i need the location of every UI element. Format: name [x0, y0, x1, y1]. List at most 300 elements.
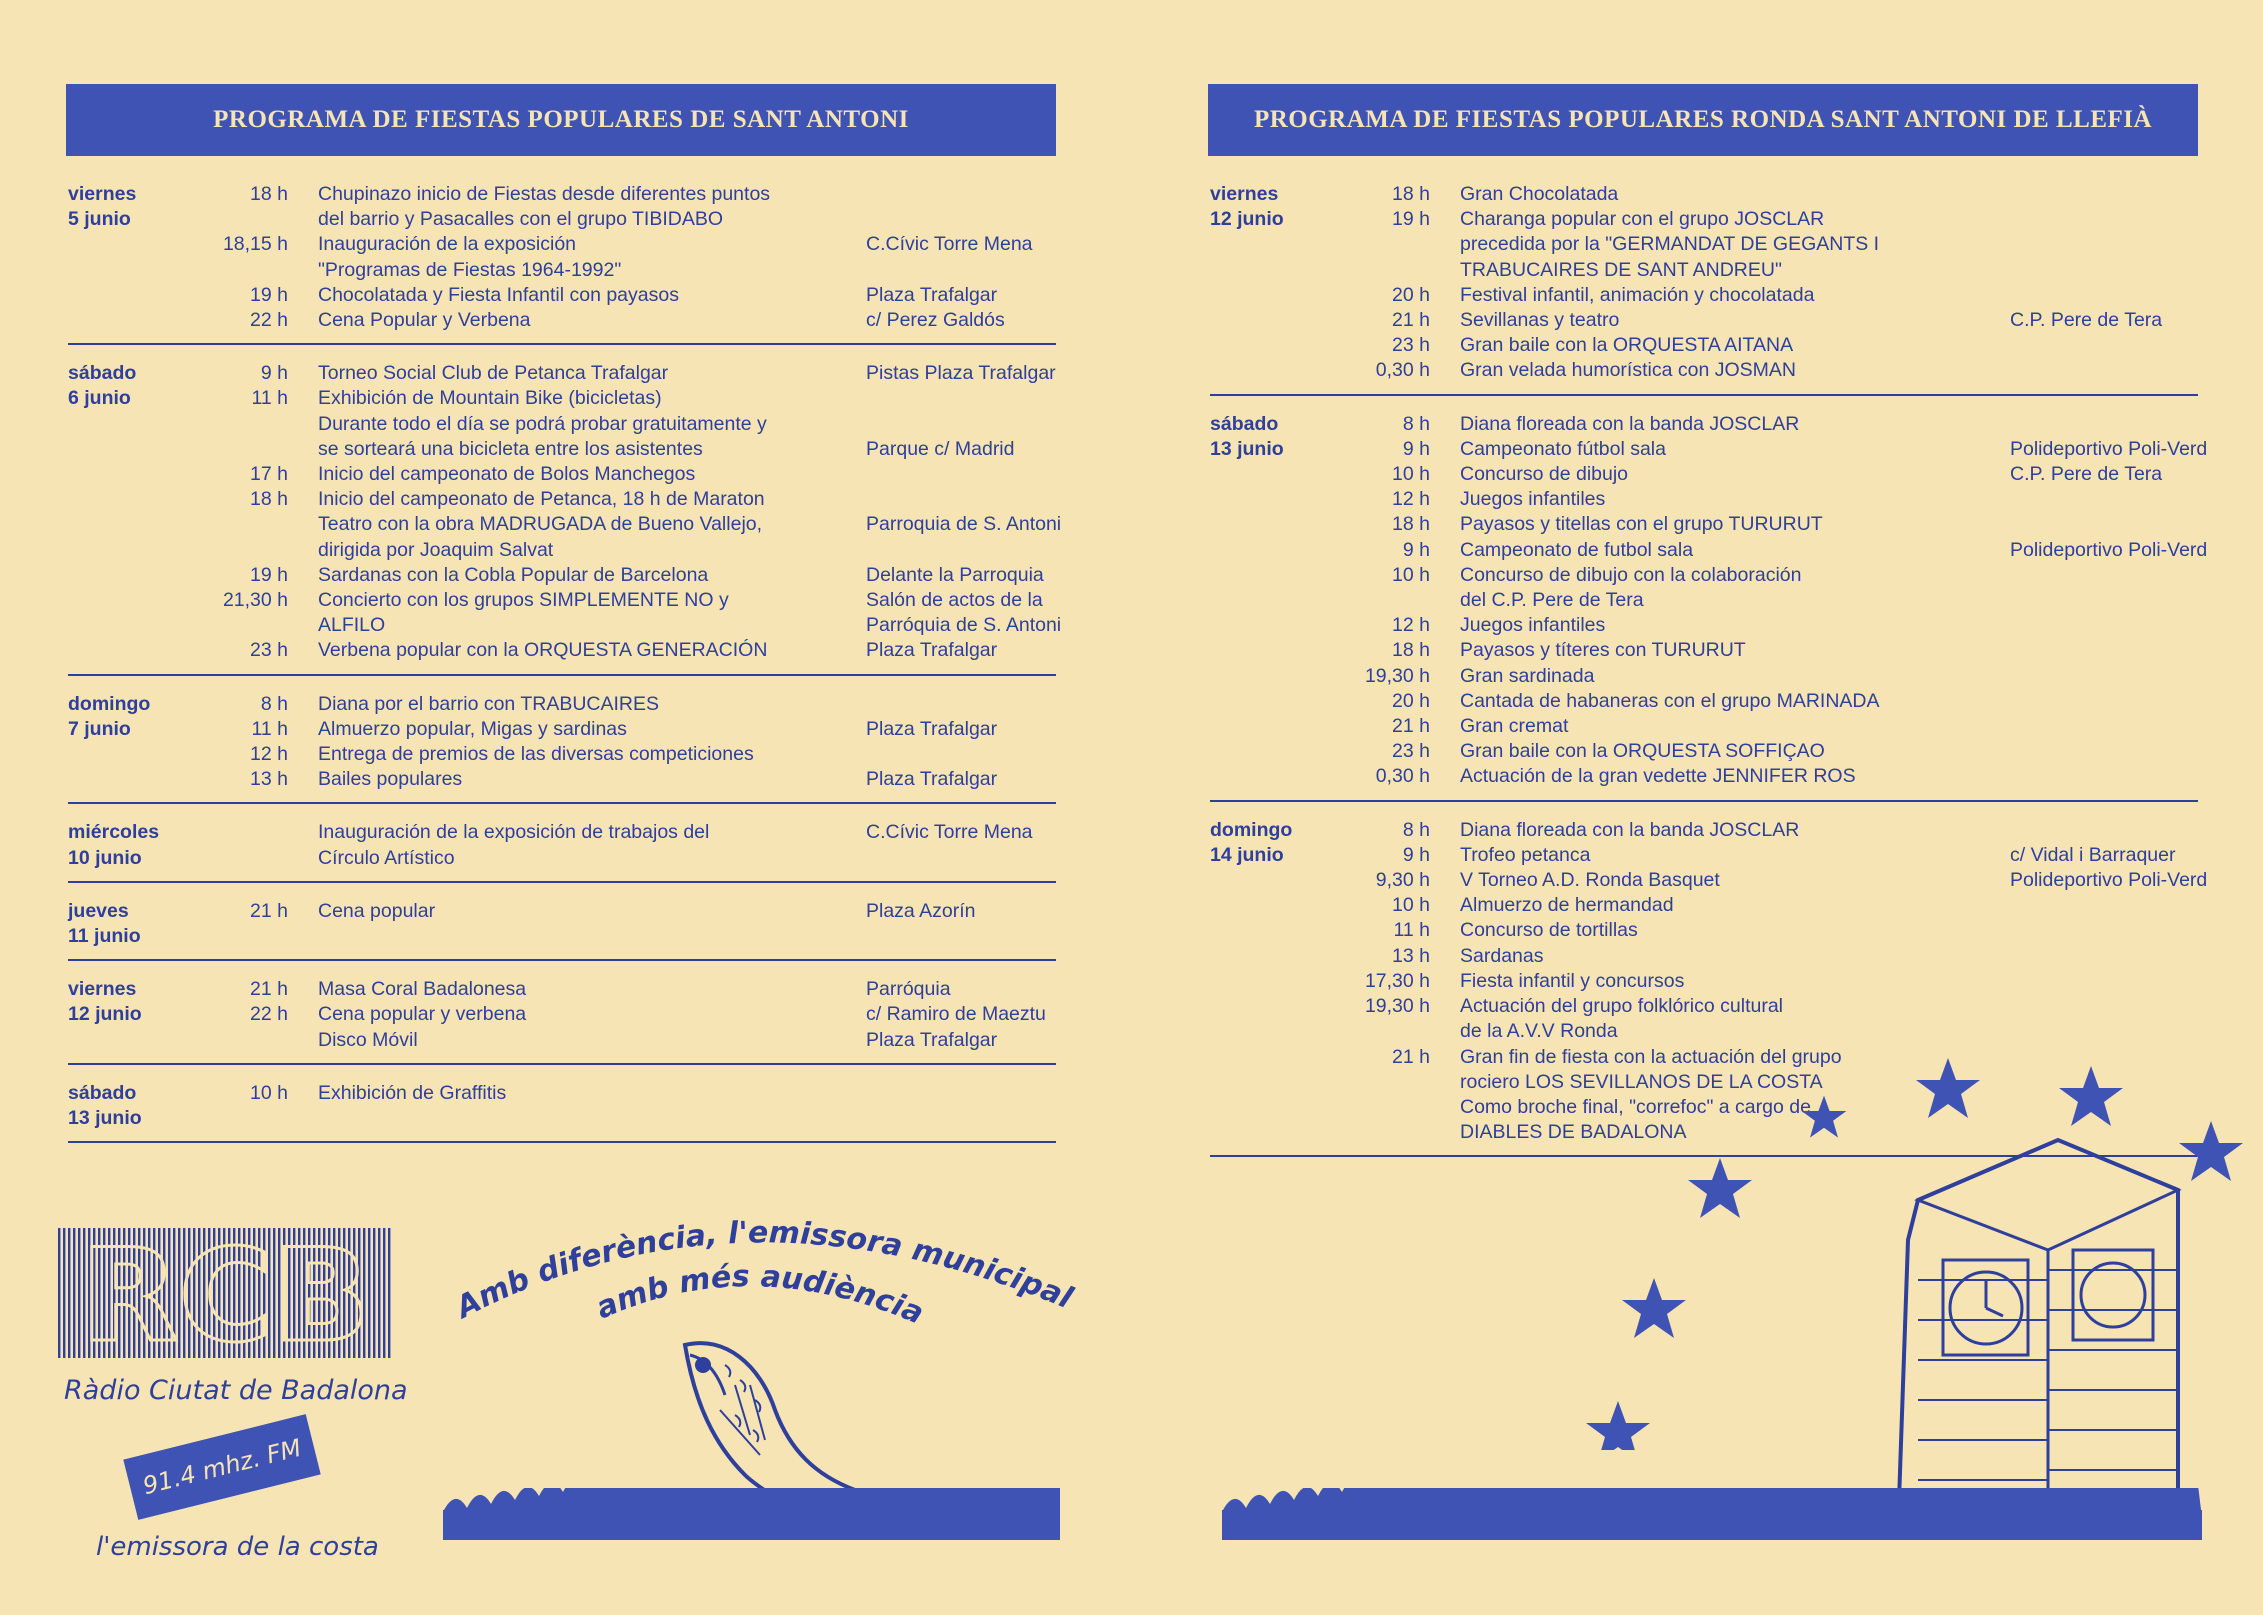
- day-block: [68, 180, 1056, 345]
- event-time: 8 h: [1402, 412, 1430, 435]
- event-location: [2010, 412, 2240, 437]
- day-label: domingo: [1210, 818, 1293, 841]
- schedule-row: [68, 977, 1056, 1002]
- day-label: [1210, 689, 1320, 714]
- event-description: Campeonato fútbol sala: [1460, 437, 1666, 460]
- event-time: 19,30 h: [1364, 995, 1430, 1018]
- event-time: [1320, 258, 1460, 283]
- schedule-row: [68, 588, 1056, 613]
- event-description: Inicio del campeonato de Petanca, 18 h de Maraton: [318, 488, 765, 511]
- day-label: 12 junio: [68, 1003, 142, 1026]
- event-time: 11 h: [251, 717, 288, 740]
- schedule-row: [1210, 232, 2198, 257]
- event-time: 23 h: [1392, 740, 1430, 763]
- day-block: [68, 359, 1062, 675]
- rcb-logo: [58, 1228, 393, 1358]
- event-description: Juegos infantiles: [1460, 488, 1606, 511]
- star-icon: [1802, 1096, 1847, 1138]
- event-description: Chocolatada y Fiesta Infantil con payasos: [318, 283, 679, 306]
- event-description: DIABLES DE BADALONA: [1460, 1121, 1687, 1144]
- event-description: Diana por el barrio con TRABUCAIRES: [318, 692, 660, 715]
- event-time: [1320, 1019, 1460, 1044]
- day-label: [68, 232, 178, 257]
- schedule-row: [1210, 512, 2198, 537]
- schedule-row: [1210, 918, 2198, 943]
- event-time: 18 h: [250, 488, 288, 511]
- schedule-row: [1210, 944, 2198, 969]
- event-description: Almuerzo popular, Migas y sardinas: [318, 717, 627, 740]
- day-block: [68, 690, 1056, 805]
- event-description: Fiesta infantil y concursos: [1460, 969, 1685, 992]
- event-description: se sorteará una bicicleta entre los asistentes: [318, 437, 703, 460]
- event-description: Inauguración de la exposición: [318, 233, 577, 256]
- star-icon: [1688, 1158, 1752, 1218]
- day-label: 13 junio: [68, 1107, 142, 1130]
- event-description: Diana floreada con la banda JOSCLAR: [1460, 818, 1800, 841]
- schedule-row: [1210, 638, 2198, 663]
- event-time: 18 h: [250, 183, 288, 205]
- event-time: 21 h: [1392, 715, 1430, 738]
- event-location: c/ Vidal i Barraquer: [2010, 843, 2176, 866]
- event-location: c/ Ramiro de Maeztu: [866, 1003, 1046, 1026]
- event-description: precedida por la "GERMANDAT DE GEGANTS I: [1460, 233, 1880, 256]
- event-time: [178, 512, 318, 537]
- event-description: Juegos infantiles: [1460, 614, 1606, 637]
- event-description: Cena popular y verbena: [318, 1003, 527, 1026]
- day-label: [68, 563, 178, 588]
- event-time: [178, 258, 318, 283]
- event-description: V Torneo A.D. Ronda Basquet: [1460, 869, 1720, 892]
- event-time: 19 h: [1392, 208, 1430, 231]
- schedule-row: [68, 283, 1056, 308]
- event-location: [866, 487, 1076, 512]
- event-description: Sevillanas y teatro: [1460, 309, 1620, 332]
- schedule-row: [68, 692, 1056, 717]
- event-time: 18 h: [1392, 183, 1430, 205]
- schedule-row: [1210, 258, 2198, 283]
- event-description: Gran cremat: [1460, 715, 1569, 738]
- star-icon: [1916, 1058, 1980, 1118]
- schedule-row: [1210, 412, 2198, 437]
- schedule-row: [1210, 994, 2198, 1019]
- event-time: 22 h: [250, 1003, 288, 1026]
- event-time: [178, 820, 318, 845]
- event-location: [866, 1081, 1076, 1106]
- schedule-row: [68, 899, 1056, 924]
- day-label: [1210, 333, 1320, 358]
- svg-text:RCB: RCB: [79, 1228, 371, 1358]
- slogan-line-1: Amb diferència, l'emissora municipal: [450, 1215, 1078, 1326]
- event-description: Torneo Social Club de Petanca Trafalgar: [318, 362, 669, 385]
- event-location: [2010, 918, 2240, 943]
- schedule-row: [68, 437, 1056, 462]
- event-time: [1320, 232, 1460, 257]
- event-description: dirigida por Joaquim Salvat: [318, 538, 554, 561]
- day-label: [1210, 308, 1320, 333]
- event-description: Verbena popular con la ORQUESTA GENERACIÓN: [318, 639, 768, 662]
- schedule-row: [1210, 333, 2198, 358]
- day-label: [1210, 1019, 1320, 1044]
- event-location: [2010, 232, 2240, 257]
- schedule-row: [68, 361, 1056, 386]
- schedule-row: [1210, 714, 2198, 739]
- event-description: Concurso de dibujo: [1460, 463, 1629, 486]
- event-time: 10 h: [1392, 894, 1430, 917]
- day-label: [1210, 893, 1320, 918]
- day-label: [68, 613, 178, 638]
- schedule-row: [68, 258, 1056, 283]
- schedule-row: [1210, 538, 2208, 563]
- schedule-row: [68, 1106, 1056, 1131]
- event-description: Entrega de premios de las diversas competiciones: [318, 743, 754, 766]
- event-time: 9 h: [1402, 538, 1430, 561]
- schedule-row: [1210, 588, 2198, 613]
- clock-tower-icon: [1888, 1120, 2218, 1540]
- event-description: Concierto con los grupos SIMPLEMENTE NO y: [318, 589, 729, 612]
- svg-text:amb més audiència: [591, 1259, 929, 1331]
- event-location: [866, 924, 1076, 949]
- frequency-label: 91.4 mhz. FM: [140, 1433, 304, 1501]
- schedule-row: [68, 846, 1056, 871]
- event-location: [866, 412, 1076, 437]
- event-location: [866, 182, 1076, 207]
- day-label: [68, 538, 178, 563]
- event-description: Charanga popular con el grupo JOSCLAR: [1460, 208, 1825, 231]
- event-time: 8 h: [260, 692, 288, 715]
- day-label: [1210, 358, 1320, 383]
- event-time: 22 h: [250, 309, 288, 332]
- event-time: 19 h: [250, 563, 288, 586]
- day-label: [1210, 512, 1320, 537]
- day-label: [1210, 664, 1320, 689]
- event-description: Gran fin de fiesta con la actuación del grupo: [1460, 1045, 1842, 1068]
- event-description: [318, 924, 866, 949]
- event-time: 20 h: [1392, 689, 1430, 712]
- event-time: 9,30 h: [1375, 869, 1430, 892]
- event-location: [866, 386, 1076, 411]
- waves-strip-right: [1222, 1488, 2202, 1540]
- event-location: Salón de actos de la: [866, 589, 1043, 612]
- event-time: 19,30 h: [1364, 664, 1430, 687]
- right-banner-title: PROGRAMA DE FIESTAS POPULARES RONDA SANT ANTONI DE LLEFIÀ: [1208, 84, 2198, 156]
- event-location: [2010, 613, 2240, 638]
- day-label: [68, 437, 178, 462]
- day-label: [1210, 613, 1320, 638]
- event-location: [866, 1106, 1076, 1131]
- day-label: [68, 588, 178, 613]
- event-location: C.Cívic Torre Mena: [866, 233, 1033, 256]
- event-time: 13 h: [1392, 944, 1430, 967]
- schedule-row: [1210, 689, 2198, 714]
- schedule-row: [68, 563, 1056, 588]
- event-location: [2010, 283, 2240, 308]
- day-label: [1210, 918, 1320, 943]
- star-icon: [1586, 1401, 1650, 1450]
- schedule-row: [68, 1002, 1056, 1027]
- event-location: Parróquia: [866, 978, 951, 1001]
- schedule-row: [1210, 893, 2198, 918]
- schedule-row: [1210, 437, 2208, 462]
- event-time: 11 h: [251, 387, 288, 410]
- day-label: miércoles: [68, 821, 160, 844]
- event-time: [178, 924, 318, 949]
- waves-strip-left: [443, 1488, 1060, 1540]
- day-label: 11 junio: [68, 925, 141, 948]
- schedule-row: [68, 820, 1056, 845]
- day-label: [68, 638, 178, 663]
- event-description: ALFILO: [318, 614, 386, 637]
- event-time: 8 h: [1402, 818, 1430, 841]
- event-description: Círculo Artístico: [318, 846, 455, 869]
- event-time: [1320, 588, 1460, 613]
- day-block: [68, 897, 1056, 961]
- day-label: [68, 767, 178, 792]
- event-location: Polideportivo Poli-Verd: [2010, 437, 2208, 460]
- event-description: Inauguración de la exposición de trabajos del: [318, 821, 710, 844]
- day-block: [68, 975, 1056, 1065]
- schedule-row: [68, 613, 1062, 638]
- event-time: [178, 613, 318, 638]
- schedule-row: [1210, 207, 2198, 232]
- day-label: [1210, 739, 1320, 764]
- event-location: [2010, 207, 2240, 232]
- event-location: C.Cívic Torre Mena: [866, 821, 1033, 844]
- event-location: [866, 538, 1076, 563]
- event-description: Actuación de la gran vedette JENNIFER ROS: [1460, 765, 1856, 788]
- event-description: Bailes populares: [318, 768, 463, 791]
- event-description: Cena popular: [318, 899, 436, 922]
- event-location: [2010, 818, 2240, 843]
- event-time: [178, 846, 318, 871]
- schedule-row: [1210, 843, 2198, 868]
- event-location: Plaza Trafalgar: [866, 639, 998, 662]
- day-block: [1210, 180, 2198, 396]
- event-time: [178, 1028, 318, 1053]
- event-time: 13 h: [250, 768, 288, 791]
- event-location: [2010, 182, 2240, 207]
- day-label: [1210, 588, 1320, 613]
- event-time: 21 h: [250, 899, 288, 922]
- event-location: [2010, 512, 2240, 537]
- schedule-row: [68, 924, 1056, 949]
- event-location: [866, 462, 1076, 487]
- schedule-row: [68, 742, 1056, 767]
- event-time: 12 h: [1392, 488, 1430, 511]
- schedule-row: [68, 1028, 1056, 1053]
- event-time: 10 h: [250, 1081, 288, 1104]
- event-description: Chupinazo inicio de Fiestas desde diferentes puntos: [318, 183, 771, 205]
- event-time: 18 h: [1392, 639, 1430, 662]
- event-location: [2010, 588, 2240, 613]
- event-description: Inicio del campeonato de Bolos Manchegos: [318, 463, 696, 486]
- event-time: 9 h: [1402, 843, 1430, 866]
- event-time: 9 h: [260, 362, 288, 385]
- event-location: [2010, 1019, 2240, 1044]
- schedule-row: [68, 717, 1056, 742]
- schedule-row: [1210, 969, 2198, 994]
- event-location: [2010, 258, 2240, 283]
- event-time: 0,30 h: [1375, 765, 1430, 788]
- schedule-row: [1210, 358, 2198, 383]
- event-location: C.P. Pere de Tera: [2010, 309, 2163, 332]
- event-location: [866, 692, 1076, 717]
- day-label: 5 junio: [68, 208, 131, 231]
- schedule-row: [1210, 283, 2198, 308]
- event-time: 9 h: [1402, 437, 1430, 460]
- event-time: 21 h: [1392, 309, 1430, 332]
- event-time: 21 h: [250, 978, 288, 1001]
- event-description: Almuerzo de hermandad: [1460, 894, 1674, 917]
- event-time: 12 h: [250, 743, 288, 766]
- left-schedule: [68, 180, 1062, 1157]
- tower-illustration-area: [1208, 1050, 2263, 1615]
- event-location: [2010, 893, 2240, 918]
- event-description: Festival infantil, animación y chocolatada: [1460, 283, 1815, 306]
- day-label: [68, 742, 178, 767]
- event-time: 21,30 h: [222, 589, 288, 612]
- schedule-row: [68, 182, 1056, 207]
- event-location: [2010, 944, 2240, 969]
- event-description: Cantada de habaneras con el grupo MARINADA: [1460, 689, 1880, 712]
- event-time: 20 h: [1392, 283, 1430, 306]
- event-location: [2010, 739, 2240, 764]
- schedule-row: [1210, 818, 2198, 843]
- day-label: [1210, 994, 1320, 1019]
- event-location: [866, 742, 1076, 767]
- day-block: [68, 818, 1056, 882]
- event-description: Exhibición de Graffitis: [318, 1081, 507, 1104]
- event-location: Parroquia de S. Antoni: [866, 513, 1062, 536]
- event-time: 18 h: [1392, 513, 1430, 536]
- day-label: 13 junio: [1210, 437, 1284, 460]
- event-time: 21 h: [1392, 1045, 1430, 1068]
- slogan-line-2: amb més audiència: [591, 1259, 929, 1332]
- event-description: del C.P. Pere de Tera: [1460, 589, 1644, 612]
- day-label: [1210, 487, 1320, 512]
- event-location: [2010, 994, 2240, 1019]
- schedule-row: [1210, 739, 2198, 764]
- event-description: Disco Móvil: [318, 1028, 418, 1051]
- day-label: [1210, 538, 1320, 563]
- station-name: Ràdio Ciutat de Badalona: [64, 1375, 408, 1406]
- day-label: [1210, 638, 1320, 663]
- event-time: 11 h: [1393, 919, 1430, 942]
- day-label: 6 junio: [68, 387, 131, 410]
- schedule-row: [1210, 664, 2198, 689]
- schedule-row: [1210, 487, 2198, 512]
- event-location: [2010, 714, 2240, 739]
- day-label: [1210, 944, 1320, 969]
- day-label: [68, 412, 178, 437]
- event-time: [178, 207, 318, 232]
- day-label: [1210, 969, 1320, 994]
- day-label: [68, 1028, 178, 1053]
- schedule-row: [68, 232, 1056, 257]
- day-label: 14 junio: [1210, 843, 1284, 866]
- schedule-row: [68, 487, 1056, 512]
- day-label: [68, 487, 178, 512]
- schedule-row: [1210, 563, 2198, 588]
- event-time: 10 h: [1392, 563, 1430, 586]
- event-description: "Programas de Fiestas 1964-1992": [318, 258, 622, 281]
- event-time: 18,15 h: [222, 233, 288, 256]
- event-location: Plaza Azorín: [866, 899, 976, 922]
- radio-advertisement: [0, 1190, 1100, 1610]
- station-tagline: l'emissora de la costa: [96, 1532, 379, 1562]
- event-location: [2010, 333, 2240, 358]
- schedule-row: [68, 462, 1056, 487]
- event-location: [2010, 969, 2240, 994]
- event-description: Actuación del grupo folklórico cultural: [1460, 995, 1784, 1018]
- event-time: 10 h: [1392, 463, 1430, 486]
- event-description: TRABUCAIRES DE SANT ANDREU": [1460, 258, 1782, 281]
- event-description: rociero LOS SEVILLANOS DE LA COSTA: [1460, 1070, 1823, 1093]
- day-label: viernes: [68, 183, 137, 205]
- event-time: 12 h: [1392, 614, 1430, 637]
- schedule-row: [1210, 182, 2198, 207]
- day-label: 10 junio: [68, 846, 142, 869]
- event-location: C.P. Pere de Tera: [2010, 463, 2163, 486]
- event-time: [178, 1106, 318, 1131]
- event-description: Trofeo petanca: [1460, 843, 1591, 866]
- event-description: Gran baile con la ORQUESTA SOFFIÇAO: [1460, 740, 1825, 763]
- event-location: Plaza Trafalgar: [866, 283, 998, 306]
- schedule-row: [1210, 868, 2208, 893]
- schedule-row: [1210, 764, 2198, 789]
- event-location: [2010, 487, 2240, 512]
- schedule-row: [1210, 1019, 2198, 1044]
- day-label: [1210, 563, 1320, 588]
- day-label: sábado: [1210, 412, 1279, 435]
- schedule-row: [68, 767, 1056, 792]
- event-description: Cena Popular y Verbena: [318, 309, 531, 332]
- event-location: [866, 846, 1076, 871]
- day-label: [68, 258, 178, 283]
- event-time: [178, 437, 318, 462]
- event-description: Diana floreada con la banda JOSCLAR: [1460, 412, 1800, 435]
- event-description: Gran baile con la ORQUESTA AITANA: [1460, 334, 1794, 357]
- event-location: Plaza Trafalgar: [866, 1028, 998, 1051]
- event-time: 17,30 h: [1364, 969, 1430, 992]
- event-location: [866, 258, 1076, 283]
- event-description: Payasos y titellas con el grupo TURURUT: [1460, 513, 1823, 536]
- day-label: [1210, 462, 1320, 487]
- event-description: Teatro con la obra MADRUGADA de Bueno Vallejo,: [318, 513, 763, 536]
- event-description: Sardanas: [1460, 944, 1544, 967]
- event-description: Exhibición de Mountain Bike (bicicletas): [318, 387, 662, 410]
- event-location: [2010, 764, 2240, 789]
- event-description: de la A.V.V Ronda: [1460, 1020, 1618, 1043]
- day-label: sábado: [68, 1081, 137, 1104]
- event-location: Plaza Trafalgar: [866, 768, 998, 791]
- frequency-badge: [123, 1414, 320, 1520]
- day-label: [68, 283, 178, 308]
- day-block: [1210, 410, 2208, 802]
- event-description: Payasos y títeres con TURURUT: [1460, 639, 1746, 662]
- day-label: [1210, 714, 1320, 739]
- event-location: [2010, 358, 2240, 383]
- event-description: Concurso de tortillas: [1460, 919, 1638, 942]
- event-location: [2010, 638, 2240, 663]
- schedule-row: [68, 207, 1056, 232]
- left-banner-title: PROGRAMA DE FIESTAS POPULARES DE SANT ANTONI: [66, 84, 1056, 156]
- event-time: [178, 412, 318, 437]
- event-description: [318, 1106, 866, 1131]
- schedule-row: [68, 412, 1056, 437]
- day-label: viernes: [68, 978, 137, 1001]
- event-time: 0,30 h: [1375, 359, 1430, 382]
- event-description: Concurso de dibujo con la colaboración: [1460, 563, 1802, 586]
